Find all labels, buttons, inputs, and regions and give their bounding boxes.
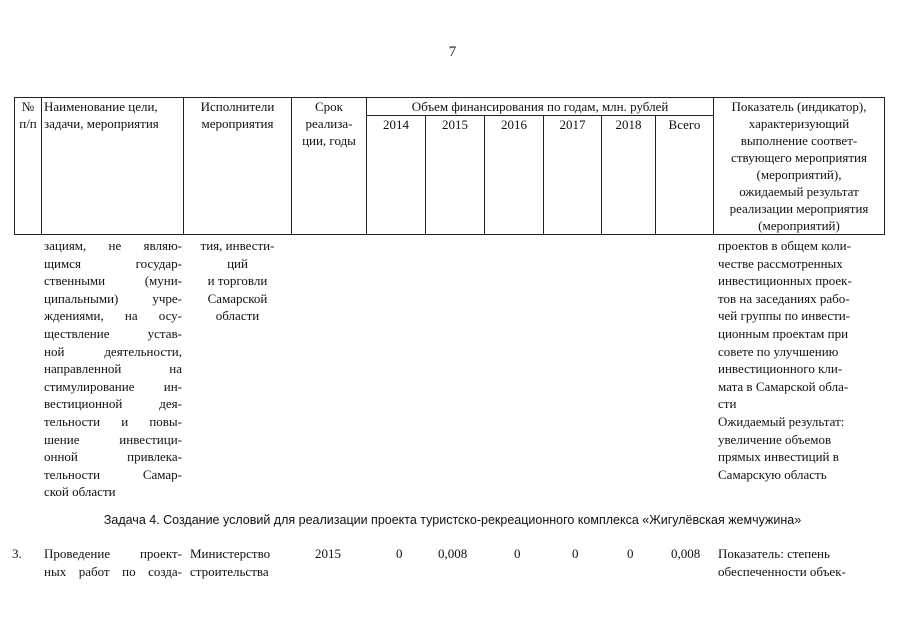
header-indicator-line: реализации мероприятия: [729, 201, 869, 216]
text-line: прямых инвестиций в: [718, 449, 839, 465]
year-divider-5: [655, 115, 656, 235]
header-indicator-line: ствующего мероприятия: [731, 150, 867, 165]
row3-value-2016: 0: [514, 546, 521, 561]
year-divider-3: [543, 115, 544, 235]
header-executors-line: мероприятия: [201, 116, 274, 131]
text-line: области: [215, 308, 260, 324]
text-line: сти: [718, 396, 737, 412]
header-indicator-line: выполнение соответ-: [740, 133, 858, 148]
text-line: Ожидаемый результат:: [718, 413, 845, 429]
row3-executors: [190, 545, 290, 580]
continued-executors-text: [184, 237, 291, 325]
continued-indicator-text: [718, 237, 884, 483]
text-line: тельности Самар-: [44, 466, 182, 482]
text-line: ской области: [44, 484, 116, 500]
text-line: Самарскую область: [718, 466, 827, 482]
text-line: стимулирование ин-: [44, 378, 182, 394]
header-name-line: задачи, мероприятия: [44, 116, 159, 131]
text-line: Проведение проект-: [44, 546, 182, 561]
text-line: тельности и повы-: [44, 413, 182, 429]
text-line: обеспеченности объек-: [718, 563, 846, 579]
row3-indicator: [718, 545, 884, 580]
text-line: строительства: [190, 563, 269, 579]
text-line: Самарской: [207, 290, 268, 306]
header-indicator-line: Показатель (индикатор),: [731, 99, 867, 114]
text-line: шение инвестици-: [44, 431, 182, 447]
header-indicator-line: характеризующий: [748, 116, 850, 131]
row3-value-2015: 0,008: [438, 546, 468, 561]
header-num-line: п/п: [19, 116, 37, 131]
header-name-line: Наименование цели,: [44, 99, 158, 114]
text-line: честве рассмотренных: [718, 255, 843, 271]
header-term-line: ции, годы: [302, 133, 356, 148]
col-divider-1: [41, 97, 42, 235]
year-divider-4: [601, 115, 602, 235]
text-line: ной деятельности,: [44, 343, 182, 359]
row3-num: 3.: [12, 546, 22, 561]
text-line: чей группы по инвести-: [718, 308, 851, 324]
text-line: инвестиционного кли-: [718, 361, 843, 377]
header-financing-title: Объем финансирования по годам, млн. рублей: [411, 99, 669, 114]
text-line: ществление устав-: [44, 325, 182, 341]
table-right-border: [884, 97, 885, 235]
text-line: тов на заседаниях рабо-: [718, 290, 850, 306]
text-line: инвестиционных проек-: [718, 273, 852, 289]
header-executors-line: Исполнители: [200, 99, 275, 114]
year-divider-2: [484, 115, 485, 235]
text-line: зациям, не являю-: [44, 238, 182, 253]
year-divider-1: [425, 115, 426, 235]
row3-name: [44, 545, 182, 580]
text-line: проектов в общем коли-: [718, 238, 851, 253]
header-term: [292, 98, 366, 149]
header-year-2015: 2015: [442, 117, 468, 132]
row3-value-2018: 0: [627, 546, 634, 561]
header-term-line: Срок: [315, 99, 343, 114]
header-name: [44, 98, 182, 132]
page-number: 7: [448, 44, 457, 60]
text-line: увеличение объемов: [718, 431, 832, 447]
text-line: мата в Самарской обла-: [718, 378, 849, 394]
header-num: [15, 98, 41, 132]
header-indicator-line: ожидаемый результат: [739, 184, 859, 199]
text-line: вестиционной дея-: [44, 396, 182, 412]
header-year-2016: 2016: [501, 117, 527, 132]
text-line: Министерство: [190, 546, 271, 561]
text-line: тия, инвести-: [200, 238, 275, 253]
header-executors: [184, 98, 291, 132]
row3-value-2017: 0: [572, 546, 579, 561]
text-line: и торговли: [207, 273, 268, 289]
text-line: ственными (муни-: [44, 273, 182, 289]
header-term-line: реализа-: [305, 116, 353, 131]
header-year-2014: 2014: [383, 117, 409, 132]
header-year-2017: 2017: [559, 117, 586, 132]
text-line: ций: [227, 255, 248, 271]
header-num-line: №: [21, 99, 35, 114]
continued-name-text: [44, 237, 182, 501]
task-heading: Задача 4. Создание условий для реализации проекта туристско-рекреационного комплекса «Жигулёвская жемчужина»: [103, 513, 802, 527]
header-year-2018: 2018: [615, 117, 642, 132]
header-indicator: [714, 98, 884, 234]
header-indicator-line: (мероприятий),: [756, 167, 842, 182]
header-indicator-line: (мероприятий): [758, 218, 840, 233]
text-line: ждениями, на осу-: [44, 308, 182, 324]
row3-value-2014: 0: [396, 546, 403, 561]
header-total: Всего: [668, 117, 701, 132]
text-line: ных работ по созда-: [44, 563, 182, 579]
text-line: ционным проектам при: [718, 325, 849, 341]
row3-term: 2015: [315, 546, 341, 561]
text-line: щимся государ-: [44, 255, 182, 271]
row3-value-total: 0,008: [671, 546, 701, 561]
text-line: ципальными) учре-: [44, 290, 182, 306]
text-line: совете по улучшению: [718, 343, 839, 359]
table-bottom-border: [14, 234, 884, 235]
text-line: направленной на: [44, 361, 182, 377]
text-line: онной привлека-: [44, 449, 182, 465]
text-line: Показатель: степень: [718, 546, 830, 561]
